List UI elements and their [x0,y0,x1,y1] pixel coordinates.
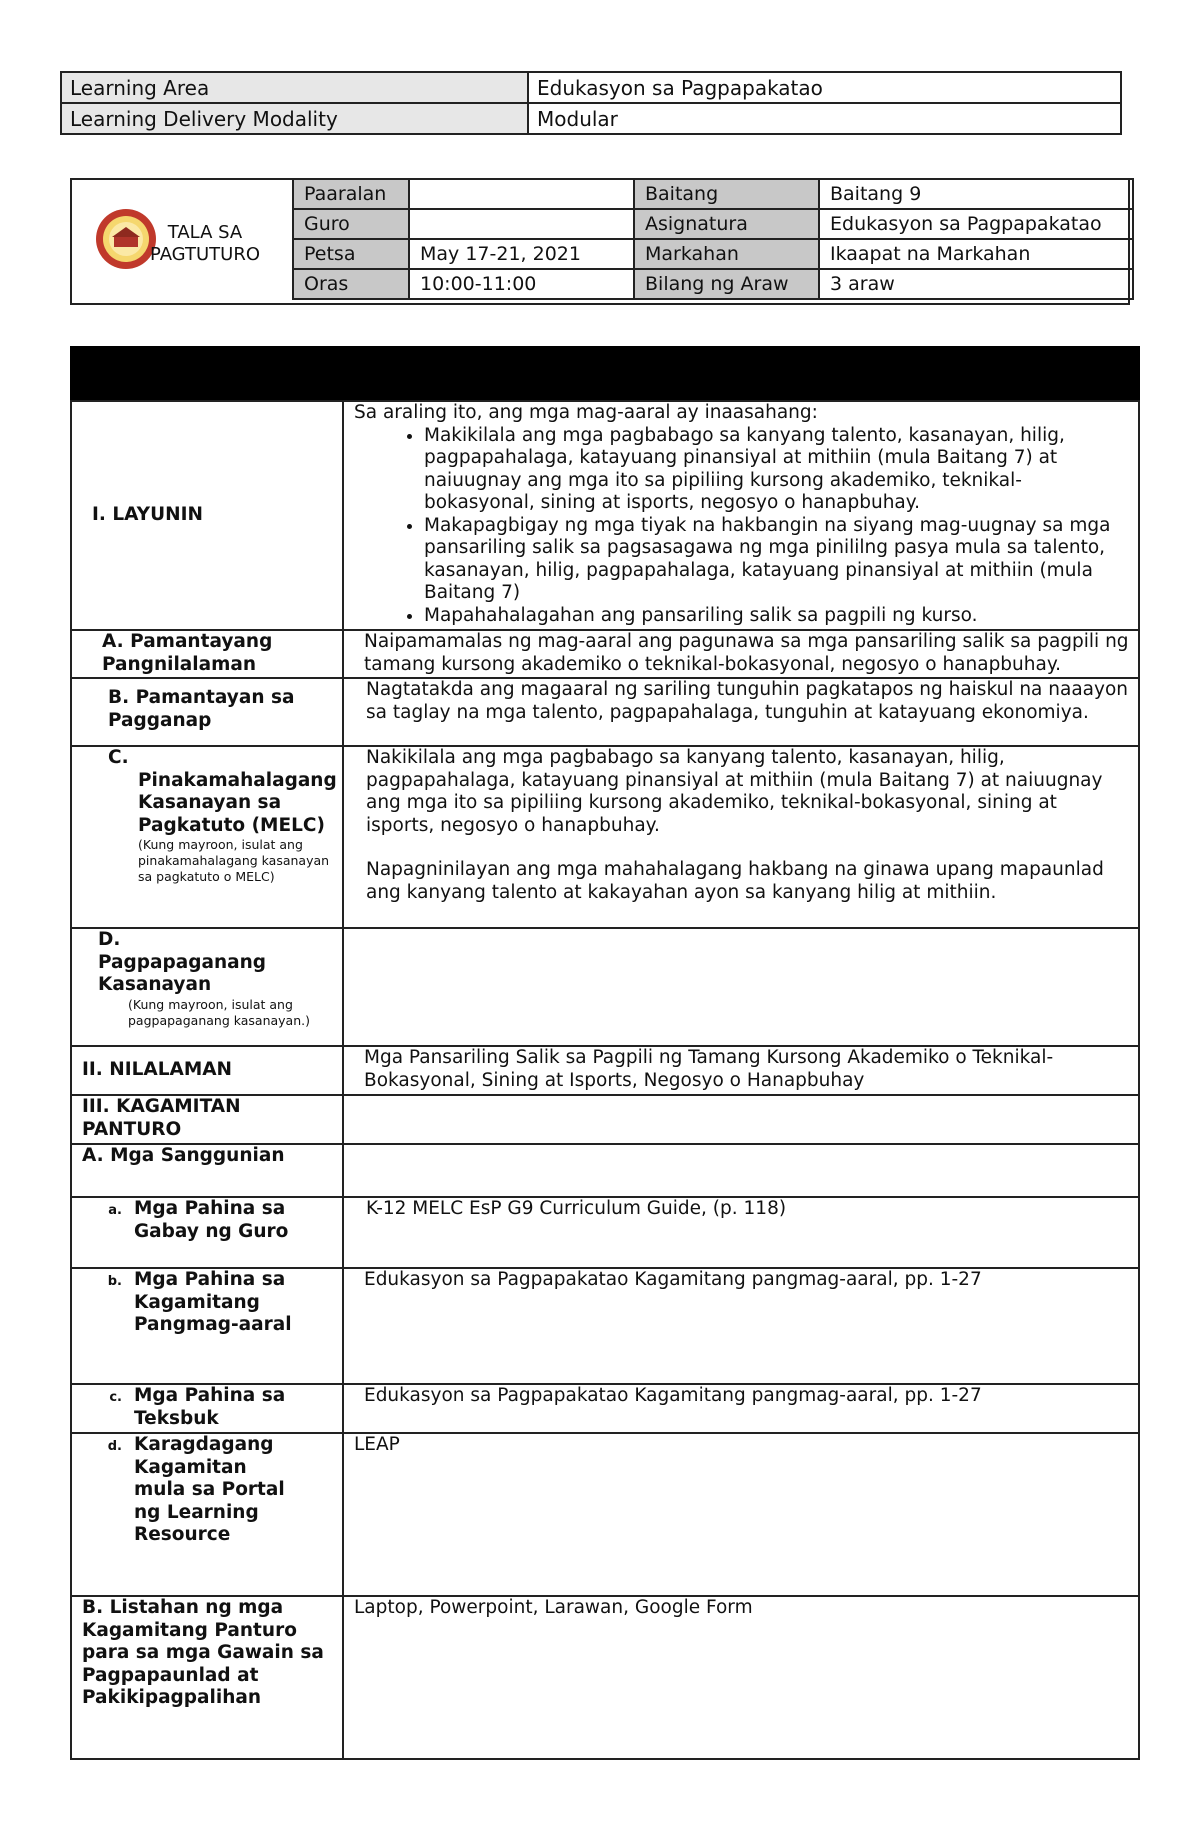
gabay-guro-label: Mga Pahina sa Gabay ng Guro [134,1198,289,1242]
learning-area-value: Edukasyon sa Pagpapakatao [528,72,1121,103]
paaralan-label: Paaralan [293,179,409,209]
kagamitan-label: III. KAGAMITAN PANTURO [71,1095,343,1144]
markahan-label: Markahan [634,239,819,269]
pagpapaganang-value [343,928,1139,1046]
petsa-label: Petsa [293,239,409,269]
kagamitang-pangmag-aaral-value: Edukasyon sa Pagpapakatao Kagamitang pangmag-aaral, pp. 1-27 [343,1268,1139,1384]
delivery-modality-row [61,103,1121,134]
learning-info-table [60,71,1122,135]
asignatura-label: Asignatura [634,209,819,239]
listahan-label: B. Listahan ng mga Kagamitang Panturo para sa mga Gawain sa Pagpapaunlad at Pakikipagpalihan [71,1596,343,1759]
header-details-table [292,178,1134,300]
guro-label: Guro [293,209,409,239]
pagpapaganang-label: Pagpapaganang Kasanayan [98,951,267,995]
pamantayang-row [71,630,1139,678]
listahan-row [71,1596,1139,1759]
bilang-value: 3 araw [819,269,1133,299]
layunin-intro: Sa araling ito, ang mga mag-aaral ay inaasahang: [354,402,818,423]
layunin-content [343,401,1139,630]
melc-letter: C. [108,747,129,768]
melc-value-1: Nakikilala ang mga pagbabago sa kanyang talento, kasanayan, hilig, pagpapahalaga, katayuang pinansiyal at mithiin (mula Baitang 7) at naiuugnay ang mga ito sa pipiliing kursong akademiko, teknikal-bokasyonal, sining at isports, negosyo o hanapbuhay. [366,747,1103,836]
teksbuk-row [71,1384,1139,1433]
kagamitang-pangmag-aaral-label: Mga Pahina sa Kagamitang Pangmag-aaral [134,1269,292,1335]
baitang-value: Baitang 9 [819,179,1133,209]
guro-value [409,209,634,239]
tala-title-line2: PAGTUTURO [149,244,261,265]
asignatura-value: Edukasyon sa Pagpapakatao [819,209,1133,239]
sanggunian-value [343,1144,1139,1197]
paaralan-value [409,179,634,209]
portal-lr-value: LEAP [343,1433,1139,1596]
nilalaman-row [71,1046,1139,1095]
listahan-value: Laptop, Powerpoint, Larawan, Google Form [343,1596,1139,1759]
logo-cell [72,180,292,303]
delivery-modality-value: Modular [528,103,1121,134]
sanggunian-label: A. Mga Sanggunian [71,1144,343,1197]
teksbuk-label: Mga Pahina sa Teksbuk [134,1385,286,1429]
pagpapaganang-row [71,928,1139,1046]
gabay-guro-value: K-12 MELC EsP G9 Curriculum Guide, (p. 118) [343,1197,1139,1268]
portal-lr-label: Karagdagang Kagamitan mula sa Portal ng Learning Resource [134,1434,285,1545]
teksbuk-cell [71,1384,343,1433]
bilang-label: Bilang ng Araw [634,269,819,299]
pagganap-row [71,678,1139,746]
portal-lr-row [71,1433,1139,1596]
melc-value-2: Napagninilayan ang mga mahahalagang hakbang na ginawa upang mapaunlad ang kanyang talento at kakayahan ayon sa kanyang hilig at mithiin. [366,859,1104,903]
portal-lr-marker: d. [107,1439,122,1454]
pagpapaganang-cell [71,928,343,1046]
nilalaman-label: II. NILALAMAN [71,1046,343,1095]
pamantayang-value: Naipamamalas ng mag-aaral ang pagunawa sa mga pansariling salik sa pagpili ng tamang kursong akademiko o teknikal-bokasyonal, negosyo o hanapbuhay. [343,630,1139,678]
tala-header [70,178,1130,305]
tala-title-line1: TALA SA [167,222,243,243]
layunin-row [71,401,1139,630]
teksbuk-value: Edukasyon sa Pagpapakatao Kagamitang pangmag-aaral, pp. 1-27 [343,1384,1139,1433]
petsa-value: May 17-21, 2021 [409,239,634,269]
teksbuk-marker: c. [109,1390,122,1405]
pagganap-label: B. Pamantayan sa Pagganap [71,678,343,746]
layunin-bullet: • Makikilala ang mga pagbabago sa kanyang talento, kasanayan, hilig, pagpapahalaga, katayuang pinansiyal at mithiin (mula Baitang 7) at naiuugnay ang mga ito sa pipiliing kursong akademiko, teknikal-bokasyonal, sining at isports, negosyo o hanapbuhay. [424,425,1130,515]
layunin-list [354,425,1130,628]
portal-lr-cell [71,1433,343,1596]
lesson-plan-table [70,346,1140,1760]
black-header-bar [70,346,1140,400]
gabay-guro-row [71,1197,1139,1268]
oras-label: Oras [293,269,409,299]
gabay-guro-cell [71,1197,343,1268]
layunin-label: I. LAYUNIN [71,401,343,630]
layunin-bullet: • Mapahahalagahan ang pansariling salik sa pagpili ng kurso. [424,605,1130,628]
pagganap-value: Nagtatakda ang magaaral ng sariling tunguhin pagkatapos ng haiskul na naaayon sa taglay na mga talento, pagpapahalaga, tunguhin at katayuang ekonomiya. [343,678,1139,746]
melc-row [71,746,1139,928]
melc-cell [71,746,343,928]
kagamitang-pangmag-aaral-marker: b. [107,1274,122,1289]
baitang-label: Baitang [634,179,819,209]
pamantayang-label: A. Pamantayang Pangnilalaman [71,630,343,678]
kagamitang-pangmag-aaral-row [71,1268,1139,1384]
tala-title [130,222,280,266]
nilalaman-value: Mga Pansariling Salik sa Pagpili ng Tamang Kursong Akademiko o Teknikal-Bokasyonal, Sining at Isports, Negosyo o Hanapbuhay [343,1046,1139,1095]
melc-label: Pinakamahalagang Kasanayan sa Pagkatuto (MELC) [138,769,337,836]
kagamitan-value [343,1095,1139,1144]
markahan-value: Ikaapat na Markahan [819,239,1133,269]
sanggunian-row [71,1144,1139,1197]
layunin-bullet: • Makapagbigay ng mga tiyak na hakbangin na siyang mag-uugnay sa mga pansariling salik sa pagsasagawa ng mga pinililng pasya mula sa talento, kasanayan, hilig, pagpapahalaga, katayuang pinansiyal at mithiin (mula Baitang 7) [424,515,1130,605]
pagpapaganang-note: (Kung mayroon, isulat ang pagpapaganang kasanayan.) [128,996,310,1028]
learning-area-label: Learning Area [61,72,528,103]
learning-area-row [61,72,1121,103]
melc-note: (Kung mayroon, isulat ang pinakamahalagang kasanayan sa pagkatuto o MELC) [138,837,330,884]
pagpapaganang-letter: D. [98,929,121,950]
gabay-guro-marker: a. [108,1203,122,1218]
delivery-modality-label: Learning Delivery Modality [61,103,528,134]
kagamitan-row [71,1095,1139,1144]
oras-value: 10:00-11:00 [409,269,634,299]
kagamitang-pangmag-aaral-cell [71,1268,343,1384]
melc-content [343,746,1139,928]
